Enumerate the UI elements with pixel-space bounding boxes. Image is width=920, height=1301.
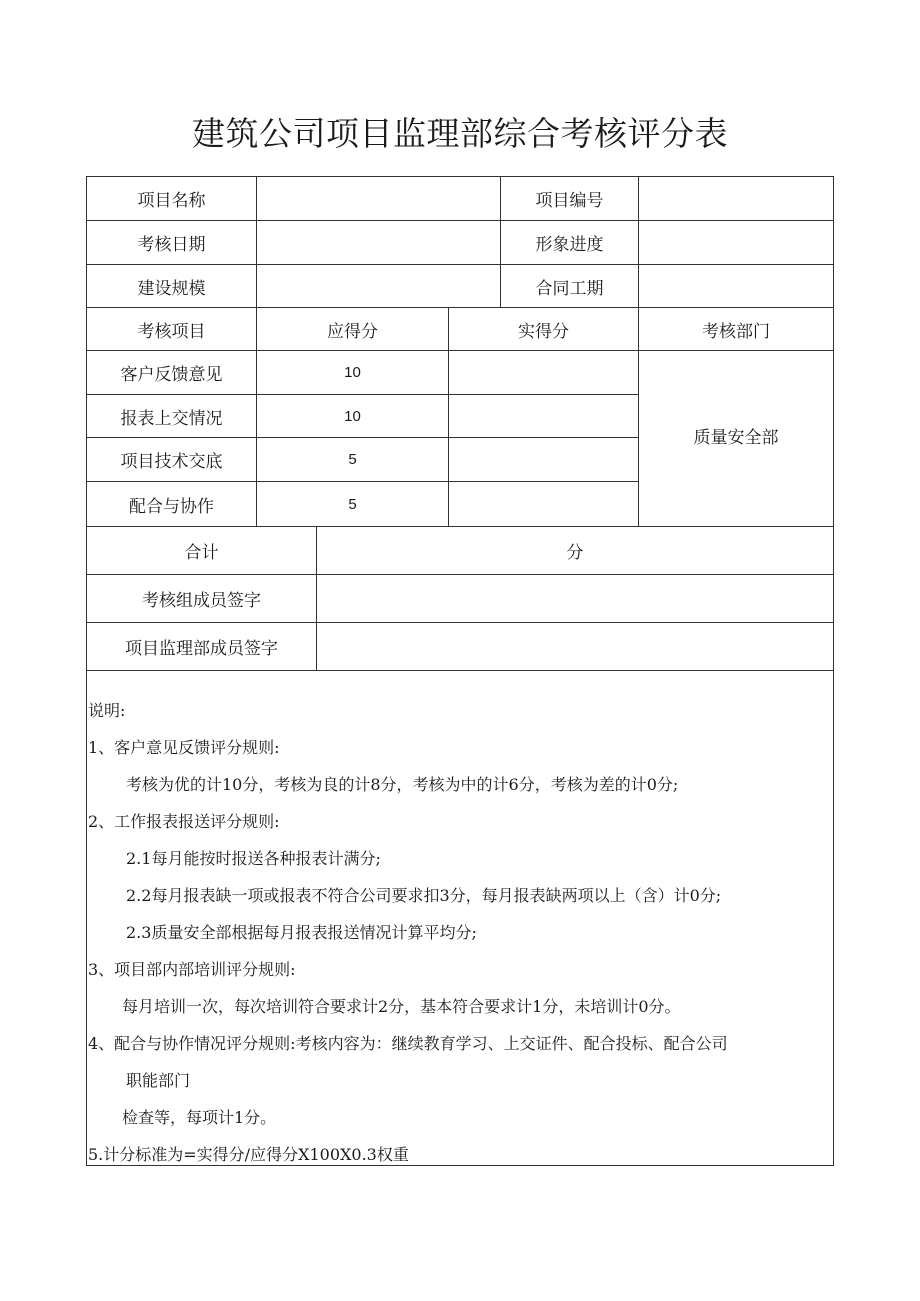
total-score-field[interactable]: 分 xyxy=(316,526,834,575)
project-code-field[interactable] xyxy=(638,176,834,221)
project-name-field[interactable] xyxy=(256,176,501,221)
note-rule-heading: 3、项目部内部培训评分规则: xyxy=(88,960,296,979)
review-sign-field[interactable] xyxy=(316,574,834,623)
dept-sign-label: 项目监理部成员签字 xyxy=(86,622,317,671)
note-rule-text: 2.2每月报表缺一项或报表不符合公司要求扣3分，每月报表缺两项以上（含）计0分; xyxy=(126,886,722,905)
note-rule-heading: 4、配合与协作情况评分规则:考核内容为：继续教育学习、上交证件、配合投标、配合公司 xyxy=(88,1034,728,1053)
note-rule-text: 每月培训一次，每次培训符合要求计2分，基本符合要求计1分，未培训计0分。 xyxy=(122,997,681,1016)
review-date-field[interactable] xyxy=(256,220,501,265)
header-expected-score: 应得分 xyxy=(256,307,449,351)
progress-label: 形象进度 xyxy=(500,220,639,265)
row-expected-score: 10 xyxy=(256,394,449,438)
total-label: 合计 xyxy=(86,526,317,575)
contract-period-label: 合同工期 xyxy=(500,264,639,308)
row-item: 报表上交情况 xyxy=(86,394,257,438)
header-actual-score: 实得分 xyxy=(448,307,639,351)
note-rule-text: 检查等，每项计1分。 xyxy=(122,1108,277,1127)
note-rule-text: 职能部门 xyxy=(126,1071,191,1090)
scale-label: 建设规模 xyxy=(86,264,257,308)
contract-period-field[interactable] xyxy=(638,264,834,308)
header-item: 考核项目 xyxy=(86,307,257,351)
row-actual-score-field[interactable] xyxy=(448,481,639,527)
page-title: 建筑公司项目监理部综合考核评分表 xyxy=(192,114,728,153)
note-rule-heading: 1、客户意见反馈评分规则: xyxy=(88,738,280,757)
review-date-label: 考核日期 xyxy=(86,220,257,265)
department-cell: 质量安全部 xyxy=(638,350,834,527)
row-item: 配合与协作 xyxy=(86,481,257,527)
project-code-label: 项目编号 xyxy=(500,176,639,221)
note-rule-text: 2.3质量安全部根据每月报表报送情况计算平均分; xyxy=(126,923,477,942)
dept-sign-field[interactable] xyxy=(316,622,834,671)
row-expected-score: 10 xyxy=(256,350,449,395)
note-rule-text: 考核为优的计10分，考核为良的计8分，考核为中的计6分，考核为差的计0分; xyxy=(126,775,679,794)
row-actual-score-field[interactable] xyxy=(448,350,639,395)
progress-field[interactable] xyxy=(638,220,834,265)
row-expected-score: 5 xyxy=(256,481,449,527)
row-actual-score-field[interactable] xyxy=(448,394,639,438)
header-department: 考核部门 xyxy=(638,307,834,351)
row-item: 客户反馈意见 xyxy=(86,350,257,395)
row-expected-score: 5 xyxy=(256,437,449,482)
row-item: 项目技术交底 xyxy=(86,437,257,482)
row-actual-score-field[interactable] xyxy=(448,437,639,482)
project-name-label: 项目名称 xyxy=(86,176,257,221)
note-rule-text: 2.1每月能按时报送各种报表计满分; xyxy=(126,849,381,868)
scale-field[interactable] xyxy=(256,264,501,308)
note-rule-heading: 2、工作报表报送评分规则: xyxy=(88,812,280,831)
review-sign-label: 考核组成员签字 xyxy=(86,574,317,623)
note-rule-heading: 5.计分标准为=实得分/应得分X100X0.3权重 xyxy=(88,1145,409,1164)
notes-heading: 说明: xyxy=(88,701,126,720)
